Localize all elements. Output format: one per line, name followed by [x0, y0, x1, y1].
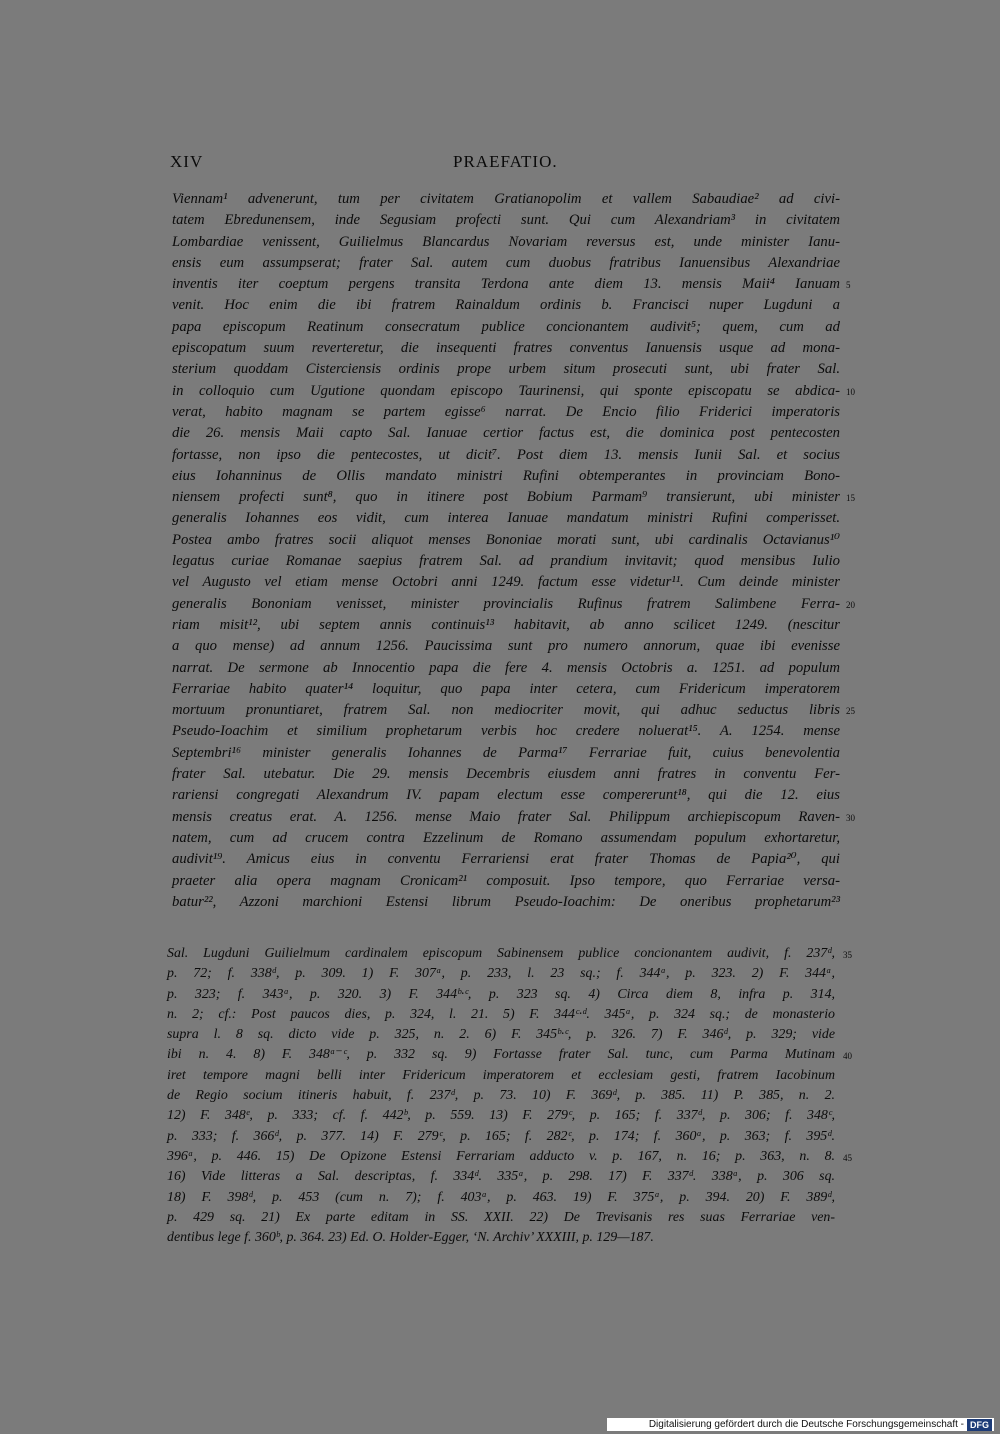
text-line: natem, cum ad crucem contra Ezzelinum de Romano assumendam populum exhortaretur,	[172, 829, 840, 846]
text-line: Postea ambo fratres socii aliquot menses Bononiae morati sunt, ubi cardinalis Octavianus¹⁰	[172, 531, 840, 548]
text-line: vel Augusto vel etiam mense Octobri anni 1249. factum esse videtur¹¹. Cum deinde minister	[172, 574, 840, 591]
footnote-line: p. 72; f. 338ᵈ, p. 309. 1) F. 307ᵃ, p. 233, l. 23 sq.; f. 344ᵃ, p. 323. 2) F. 344ᵃ,	[167, 966, 835, 982]
footnote-line: de Regio socium itineris habuit, f. 237ᵈ, p. 73. 10) F. 369ᵈ, p. 385. 11) P. 385, n. 2.	[167, 1088, 835, 1104]
footnote-line: p. 333; f. 366ᵈ, p. 377. 14) F. 279ᶜ, p. 165; f. 282ᶜ, p. 174; f. 360ᵃ, p. 363; f. 395ᵈ.	[167, 1128, 835, 1144]
text-line: praeter alia opera magnam Cronicam²¹ composuit. Ipso tempore, quo Ferrariae versa-	[172, 872, 840, 889]
text-line: audivit¹⁹. Amicus eius in conventu Ferrariensi erat frater Thomas de Papia²⁰, qui	[172, 851, 840, 868]
footnote-line: n. 2; cf.: Post paucos dies, p. 324, l. 21. 5) F. 344ᶜ·ᵈ. 345ᵃ, p. 324 sq.; de monasterio	[167, 1006, 835, 1022]
text-line: mortuum pronuntiaret, fratrem Sal. non mediocriter movit, qui adhuc seductus libris 25	[172, 700, 840, 721]
page-header	[170, 152, 836, 178]
text-line: generalis Bononiam venisset, minister provincialis Rufinus fratrem Salimbene Ferra- 20	[172, 594, 840, 615]
line-number: 20	[846, 599, 855, 610]
funding-footer	[607, 1418, 994, 1431]
text-line: batur²², Azzoni marchioni Estensi librum Pseudo-Ioachim: De oneribus prophetarum²³	[172, 893, 840, 910]
text-line: Pseudo-Ioachim et similium prophetarum verbis hoc credere noluerat¹⁵. A. 1254. mense	[172, 723, 840, 740]
line-number: 5	[846, 280, 851, 291]
text-line: fortasse, non ipso die pentecostes, ut dicit⁷. Post diem 13. mensis Iunii Sal. et socius	[172, 446, 840, 463]
line-number: 40	[843, 1051, 852, 1062]
line-number: 25	[846, 706, 855, 717]
funding-notice: Digitalisierung gefördert durch die Deutsche Forschungsgemeinschaft -	[648, 1419, 964, 1430]
footnotes	[167, 944, 852, 1248]
text-line: mensis creatus erat. A. 1256. mense Maio frater Sal. Philippum archiepiscopum Raven- 30	[172, 807, 840, 828]
footnote-line: 18) F. 398ᵈ, p. 453 (cum n. 7); f. 403ᵃ, p. 463. 19) F. 375ᵃ, p. 394. 20) F. 389ᵈ,	[167, 1189, 835, 1205]
footnote-line: ibi n. 4. 8) F. 348ᵃ⁻ᶜ, p. 332 sq. 9) Fortasse frater Sal. tunc, cum Parma Mutinam 40	[167, 1045, 835, 1065]
text-line: ensis eum assumpserat; frater Sal. autem cum duobus fratribus Ianuensibus Alexandriae	[172, 254, 840, 271]
main-text	[172, 189, 855, 913]
line-number: 35	[843, 950, 852, 960]
text-line: venit. Hoc enim die ibi fratrem Rainaldum ordinis b. Francisci nuper Lugduni a	[172, 297, 840, 314]
text-line: frater Sal. utebatur. Die 29. mensis Decembris eiusdem anni fratres in conventu Fer-	[172, 766, 840, 783]
footnote-line: iret tempore magni belli inter Fridericum imperatorem et ecclesiam gesti, fratrem Iacobinum	[167, 1067, 835, 1083]
text-line: niensem profecti sunt⁸, quo in itinere post Bobium Parmam⁹ transierunt, ubi minister 15	[172, 487, 840, 508]
text-line: eius Iohanninus de Ollis mandato ministri Rufini obtemperantes in provinciam Bono-	[172, 467, 840, 484]
line-number: 45	[843, 1152, 852, 1163]
text-line: inventis iter coeptum pergens transita Terdona ante diem 13. mensis Maii⁴ Ianuam 5	[172, 274, 840, 295]
text-line: sterium quoddam Cisterciensis ordinis prope urbem situm prosecuti sunt, ubi frater Sal.	[172, 361, 840, 378]
text-line: generalis Iohannes eos vidit, cum interea Ianuae mandatum ministri Rufini comperisset.	[172, 510, 840, 527]
text-line: papa episcopum Reatinum consecratum publice concionantem audivit⁵; quem, cum ad	[172, 318, 840, 335]
text-line: Viennam¹ advenerunt, tum per civitatem Gratianopolim et vallem Sabaudiae² ad civi-	[172, 191, 840, 207]
line-number: 30	[846, 812, 855, 823]
text-line: in colloquio cum Ugutione quondam episcopo Taurinensi, qui sponte episcopatu se abdica- 10	[172, 381, 840, 402]
footnote-line: 16) Vide litteras a Sal. descriptas, f. 334ᵈ. 335ᵃ, p. 298. 17) F. 337ᵈ. 338ᵃ, p. 306 sq.	[167, 1169, 835, 1185]
line-number: 15	[846, 493, 855, 504]
text-line: a quo mense) ad annum 1256. Paucissima sunt pro numero annorum, quae ibi evenisse	[172, 638, 840, 655]
page-number: XIV	[170, 152, 204, 171]
footnote-line: 12) F. 348ᵉ, p. 333; cf. f. 442ᵇ, p. 559. 13) F. 279ᶜ, p. 165; f. 337ᵈ, p. 306; f. 348ᶜ,	[167, 1108, 835, 1124]
text-line: die 26. mensis Maii capto Sal. Ianuae certior factus est, die dominica post pentecosten	[172, 425, 840, 442]
text-line: narrat. De sermone ab Innocentio papa die fere 4. mensis Octobris a. 1251. ad populum	[172, 659, 840, 676]
line-number: 10	[846, 386, 855, 397]
text-line: legatus curiae Romanae saepius fratrem Sal. ad prandium invitavit; quod mensibus Iulio	[172, 553, 840, 570]
running-title: PRAEFATIO.	[453, 152, 558, 171]
footnote-line: 396ᵃ, p. 446. 15) De Opizone Estensi Ferrariam adducto v. p. 167, n. 16; p. 363, n. 8. 45	[167, 1147, 835, 1167]
text-line: Lombardiae venissent, Guilielmus Blancardus Novariam reversus est, unde minister Ianu-	[172, 233, 840, 250]
dfg-logo-icon: DFG	[967, 1419, 992, 1431]
text-line: verat, habito magnam se partem egisse⁶ narrat. De Encio filio Friderici imperatoris	[172, 403, 840, 420]
text-line: Ferrariae habito quater¹⁴ loquitur, quo papa inter cetera, cum Fridericum imperatorem	[172, 680, 840, 697]
text-line: Septembri¹⁶ minister generalis Iohannes de Parma¹⁷ Ferrariae fuit, cuius benevolentia	[172, 744, 840, 761]
text-line: rariensi congregati Alexandrum IV. papam electum esse compererunt¹⁸, qui die 12. eius	[172, 787, 840, 804]
text-line: tatem Ebredunensem, inde Segusiam profecti sunt. Qui cum Alexandriam³ in civitatem	[172, 212, 840, 229]
footnote-line: dentibus lege f. 360ᵇ, p. 364. 23) Ed. O. Holder-Egger, ‘N. Archiv’ XXXIII, p. 129—187.	[167, 1230, 654, 1246]
footnote-line: p. 429 sq. 21) Ex parte editam in SS. XXII. 22) De Trevisanis res suas Ferrariae ven-	[167, 1209, 835, 1225]
footnote-line: supra l. 8 sq. dicto vide p. 325, n. 2. 6) F. 345ᵇ·ᶜ, p. 326. 7) F. 346ᵈ, p. 329; vide	[167, 1027, 835, 1043]
text-line: riam misit¹², ubi septem annis continuis¹³ habitavit, ab anno scilicet 1249. (nescitur	[172, 616, 840, 633]
footnote-line: p. 323; f. 343ᵃ, p. 320. 3) F. 344ᵇ·ᶜ, p. 323 sq. 4) Circa diem 8, infra p. 314,	[167, 986, 835, 1002]
text-line: episcopatum suum reverteretur, die insequenti fratres conventus Ianuensis usque ad mona-	[172, 340, 840, 357]
footnote-line: Sal. Lugduni Guilielmum cardinalem episcopum Sabinensem publice concionantem audivit, f. 237ᵈ, 35	[167, 944, 835, 964]
